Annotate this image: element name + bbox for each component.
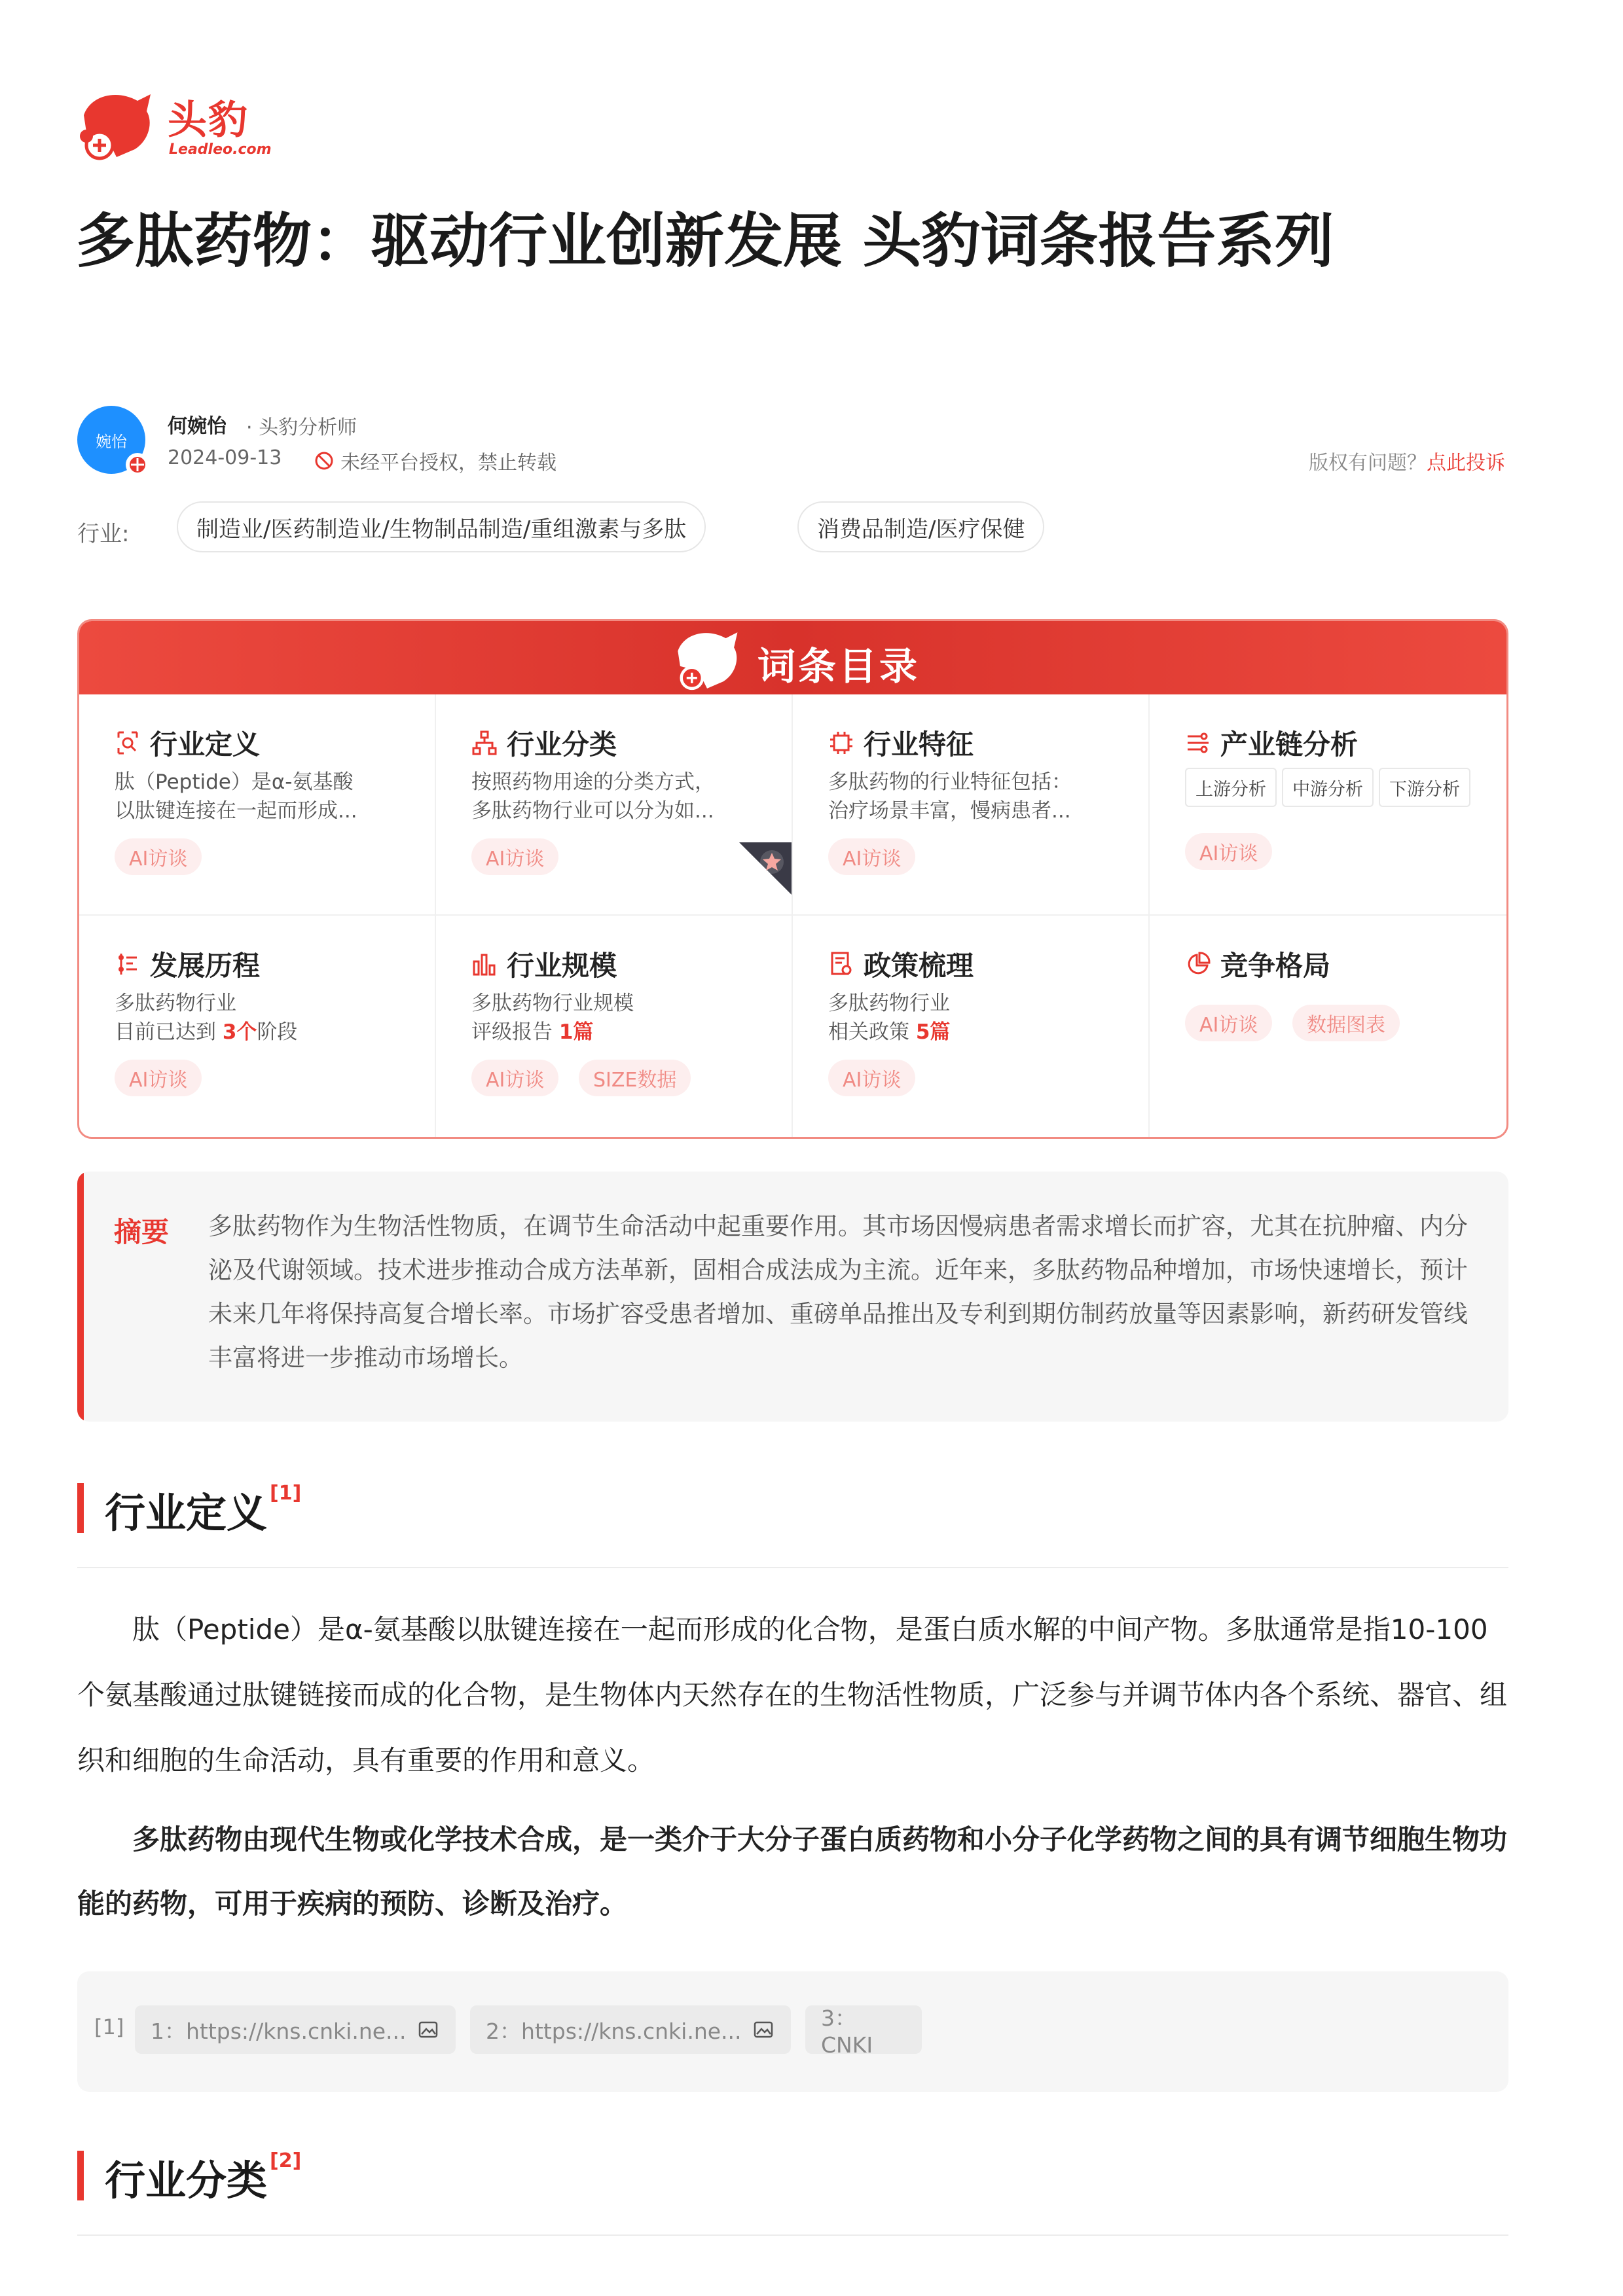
reference-link[interactable] [135,2005,456,2054]
references-label: [1] [94,2015,124,2039]
catalog-item-title [1185,723,1358,762]
ai-interview-pill[interactable]: AI访谈 [828,1060,915,1096]
ai-interview-pill[interactable]: AI访谈 [1185,833,1272,870]
policy-count: 5篇 [915,1020,951,1044]
catalog-item-policy[interactable] [793,916,1150,1137]
downstream-tag[interactable]: 下游分析 [1379,768,1470,807]
desc-line [471,1018,759,1047]
author-name[interactable]: 何婉怡 [168,415,227,438]
catalog-item-definition[interactable] [79,694,436,916]
reference-link[interactable] [805,2005,922,2058]
desc-text: 评级报告 [471,1020,559,1044]
catalog-item-desc [471,768,759,825]
ai-interview-pill[interactable]: AI访谈 [828,838,915,875]
catalog-item-title [115,944,260,984]
brand-logo[interactable] [77,84,313,169]
reference-link[interactable] [470,2005,791,2054]
catalog-item-title [115,723,260,762]
image-icon [754,2021,773,2038]
catalog-item-desc [828,768,1116,825]
catalog-item-label: 行业定义 [150,728,261,761]
bar-chart-icon [471,951,498,977]
ai-interview-pill[interactable]: AI访谈 [115,838,202,875]
catalog-header [79,621,1506,694]
references-box [77,1971,1508,2092]
leopard-logo-icon [77,89,156,162]
catalog-item-features[interactable] [793,694,1150,916]
divider [77,2234,1508,2236]
ai-interview-pill[interactable]: AI访谈 [471,1060,558,1096]
reference-text: 2：https://kns.cnki.ne... [486,2018,742,2044]
publish-date: 2024-09-13 [168,446,282,469]
catalog-item-desc [471,989,759,1047]
section-accent-bar [77,1483,84,1533]
copyright-question: 版权有问题？ [1309,452,1427,475]
stage-count: 3个 [222,1020,257,1044]
catalog-item-label: 政策梳理 [864,950,974,982]
footnote-ref[interactable]: [1] [270,1482,302,1505]
timeline-icon [115,951,141,977]
brand-name-cn: 头豹 [168,98,249,143]
upstream-tag[interactable]: 上游分析 [1185,768,1277,807]
catalog-panel [77,619,1508,1139]
pie-icon [1185,951,1211,977]
catalog-item-value-chain[interactable] [1150,694,1506,916]
desc-line [115,1018,403,1047]
catalog-title: 词条目录 [757,644,921,689]
catalog-item-title [471,944,617,984]
desc-line: 多肽药物行业 [828,992,950,1015]
catalog-item-classification[interactable] [436,694,793,916]
definition-paragraph: 肽（Peptide）是α-氨基酸以肽键连接在一起而形成的化合物，是蛋白质水解的中间产物。多肽通常是指10-100个氨基酸通过肽键链接而成的化合物，是生物体内天然存在的生物活性物质，广泛参与并调节体内各个系统、器官、组织和细胞的生命活动，具有重要的作用和意义。 [77,1613,1508,1776]
catalog-item-title [828,723,974,762]
footnote-ref[interactable]: [2] [270,2149,302,2172]
desc-line: 按照药物用途的分类方式， [471,770,715,794]
desc-line: 以肽键连接在一起而形成... [115,799,357,823]
catalog-item-title [471,723,617,762]
policy-doc-icon [828,951,854,977]
catalog-item-competition[interactable] [1150,916,1506,1137]
brand-name-en: Leadleo.com [169,141,272,158]
repost-notice [314,446,556,475]
desc-text: 相关政策 [828,1020,916,1044]
catalog-item-label: 竞争格局 [1220,950,1331,982]
reference-text: 3：CNKI [821,2005,873,2058]
page-title: 多肽药物：驱动行业创新发展 头豹词条报告系列 [76,207,1334,276]
section-title-classification [105,2148,301,2206]
data-chart-pill[interactable]: 数据图表 [1292,1005,1400,1041]
reference-text: 1：https://kns.cnki.ne... [151,2018,407,2044]
catalog-item-desc [828,989,1116,1047]
catalog-item-scale[interactable] [436,916,793,1137]
desc-line: 多肽药物行业 [115,992,236,1015]
search-doc-icon [115,730,141,756]
catalog-item-title [1185,944,1330,984]
author-role: · 头豹分析师 [246,416,357,439]
desc-text: 目前已达到 [115,1020,223,1044]
catalog-item-label: 发展历程 [150,950,261,982]
catalog-item-label: 行业特征 [864,728,974,761]
summary-text: 多肽药物作为生物活性物质，在调节生命活动中起重要作用。其市场因慢病患者需求增长而扩容，尤其在抗肿瘤、内分泌及代谢领域。技术进步推动合成方法革新，固相合成法成为主流。近年来，多肽药物品种增加，市场快速增长，预计未来几年将保持高复合增长率。市场扩容受患者增加、重磅单品推出及专利到期仿制药放量等因素影响，新药研发管线丰富将进一步推动市场增长。 [208,1212,1468,1372]
desc-line: 多肽药物行业规模 [471,992,634,1015]
desc-line: 多肽药物行业可以分为如... [471,799,714,823]
section-title-definition [105,1480,301,1539]
desc-line [828,1018,1116,1047]
ai-interview-pill[interactable]: AI访谈 [115,1060,202,1096]
hierarchy-icon [471,730,498,756]
section-title-text: 行业分类 [105,2157,268,2204]
ai-interview-pill[interactable]: AI访谈 [1185,1005,1272,1041]
size-data-pill[interactable]: SIZE数据 [579,1060,691,1096]
catalog-item-label: 产业链分析 [1220,728,1359,761]
desc-text: 阶段 [257,1020,298,1044]
report-count: 1篇 [558,1020,594,1044]
summary-label: 摘要 [114,1216,170,1248]
industry-tag[interactable]: 制造业/医药制造业/生物制品制造/重组激素与多肽 [177,501,706,552]
desc-line: 肽（Peptide）是α-氨基酸 [115,770,354,794]
desc-line: 多肽药物的行业特征包括： [828,770,1072,794]
desc-line: 治疗场景丰富，慢病患者... [828,799,1071,823]
ai-interview-pill[interactable]: AI访谈 [471,838,558,875]
section-title-text: 行业定义 [105,1489,268,1537]
chip-icon [828,730,854,756]
summary-accent-bar [77,1172,84,1422]
definition-emphasis-paragraph: 多肽药物由现代生物或化学技术合成，是一类介于大分子蛋白质药物和小分子化学药物之间的具有调节细胞生物功能的药物，可用于疾病的预防、诊断及治疗。 [77,1823,1508,1920]
avatar[interactable] [77,406,145,474]
leopard-logo-icon [668,628,746,693]
image-icon [418,2021,438,2038]
forbidden-icon [314,451,334,471]
catalog-item-label: 行业规模 [507,950,617,982]
catalog-item-label: 行业分类 [507,728,617,761]
catalog-item-title [828,944,974,984]
midstream-tag[interactable]: 中游分析 [1282,768,1374,807]
summary-box [77,1172,1508,1422]
chain-icon [1185,730,1211,756]
avatar-text: 婉怡 [96,432,127,451]
catalog-item-desc [115,989,403,1047]
copyright-notice [1309,446,1505,475]
complaint-link[interactable]: 点此投诉 [1427,452,1505,475]
divider [77,1567,1508,1568]
catalog-item-history[interactable] [79,916,436,1137]
industry-tag[interactable]: 消费品制造/医疗保健 [797,501,1044,552]
catalog-item-desc [115,768,403,825]
verified-badge-icon [126,453,149,476]
repost-notice-text: 未经平台授权，禁止转载 [340,452,556,475]
star-badge-icon [733,842,792,901]
industry-label: 行业: [77,521,130,547]
section-accent-bar [77,2151,84,2200]
